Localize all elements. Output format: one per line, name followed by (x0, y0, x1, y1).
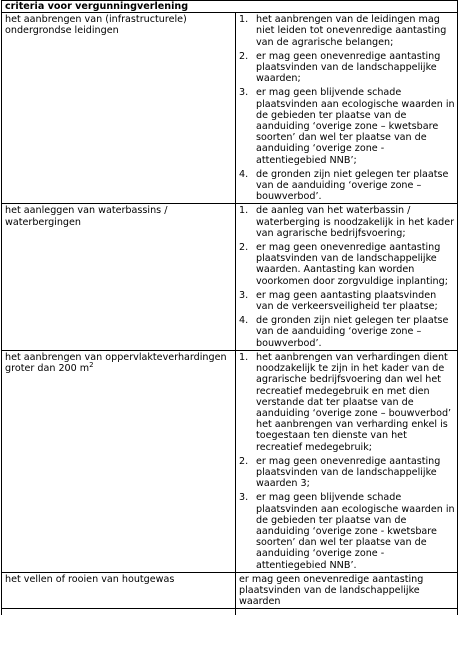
activity-cell (2, 204, 236, 350)
item-number: 1. (239, 14, 249, 26)
empty-cell (236, 609, 458, 616)
item-text: er mag geen blijvende schade plaatsvinden aan ecologische waarden in de gebieden ter plaatse van de aanduiding ‘overige zone - kwetsbare soorten’ dan wel ter plaatse van de aanduiding ‘overige zone - attentiegebied NNB’. (256, 492, 455, 571)
activity-label: het vellen of rooien van houtgewas (5, 573, 175, 585)
item-text: er mag geen blijvende schade plaatsvinden aan ecologische waarden in de gebieden ter plaatse van de aanduiding ‘overige zone – kwetsbare soorten’ dan wel ter plaatse van de aanduiding ‘overige zone - attentiegebied NNB’; (256, 87, 455, 166)
list-item (239, 290, 455, 312)
activity-label: het aanleggen van waterbassins / waterbergingen (5, 205, 168, 228)
table-row (2, 13, 458, 204)
item-text: er mag geen onevenredige aantasting plaatsvinden van de landschappelijke waarden 3; (256, 455, 441, 490)
table-row (2, 350, 458, 572)
empty-cell (2, 609, 236, 616)
criteria-cell (236, 204, 458, 350)
activity-label (5, 352, 233, 374)
item-text: er mag geen onevenredige aantasting plaatsvinden van de landschappelijke waarden. Aantasting kan worden voorkomen door zorgvuldige inplanting; (256, 242, 448, 287)
list-item (239, 242, 455, 287)
item-number: 1. (239, 351, 249, 363)
item-number: 1. (239, 205, 249, 217)
criteria-list (239, 14, 455, 202)
item-number: 2. (239, 50, 249, 62)
list-item (239, 352, 455, 453)
table-row (2, 204, 458, 350)
list-item (239, 492, 455, 570)
criteria-cell (236, 350, 458, 572)
list-item (239, 51, 455, 85)
item-number: 2. (239, 455, 249, 467)
superscript: 2 (89, 360, 94, 369)
item-text: de aanleg van het waterbassin / waterberging is noodzakelijk in het kader van agrarische bedrijfsvoering; (256, 205, 455, 239)
criteria-list (239, 205, 455, 348)
item-text: er mag geen aantasting plaatsvinden van de verkeersveiligheid ter plaatse; (256, 289, 438, 313)
criteria-cell (236, 13, 458, 204)
item-number: 4. (239, 168, 249, 180)
activity-cell (2, 13, 236, 204)
list-item (239, 205, 455, 239)
item-text: er mag geen onevenredige aantasting plaatsvinden van de landschappelijke waarden; (256, 50, 441, 85)
item-number: 3. (239, 87, 249, 99)
item-text: het aanbrengen van verhardingen dient noodzakelijk te zijn in het kader van de agrarische bedrijfsvoering dan wel het recreatief medegebruik en met dien verstande dat ter plaatse van de aanduiding ‘overige zone – bouwverbod’ het aanbrengen van verharding enkel is toegestaan ten dienste van het recreatief medegebruik; (256, 351, 452, 453)
activity-label: het aanbrengen van (infrastructurele) ondergrondse leidingen (5, 14, 187, 37)
criteria-table (1, 0, 458, 615)
list-item (239, 14, 455, 48)
item-number: 3. (239, 492, 249, 504)
list-item (239, 169, 455, 203)
criteria-cell (236, 572, 458, 609)
list-item (239, 87, 455, 165)
item-text: de gronden zijn niet gelegen ter plaatse van de aanduiding ‘overige zone – bouwverbod’. (256, 168, 449, 203)
table-row-partial (2, 609, 458, 616)
item-number: 4. (239, 315, 249, 327)
table-header: criteria voor vergunningverlening (2, 1, 458, 13)
activity-cell (2, 350, 236, 572)
table-header-row (2, 1, 458, 13)
activity-label-text: het aanbrengen van oppervlakteverhardingen groter dan 200 m (5, 351, 227, 375)
criteria-text: er mag geen onevenredige aantasting plaatsvinden van de landschappelijke waarden (239, 573, 424, 608)
criteria-list (239, 352, 455, 571)
item-text: de gronden zijn niet gelegen ter plaatse van de aanduiding ‘overige zone – bouwverbod’. (256, 315, 449, 349)
table-row (2, 572, 458, 609)
item-number: 2. (239, 242, 249, 254)
item-text: het aanbrengen van de leidingen mag niet leiden tot onevenredige aantasting van de agrarische belangen; (256, 14, 447, 48)
list-item (239, 456, 455, 490)
activity-cell (2, 572, 236, 609)
list-item (239, 315, 455, 349)
item-number: 3. (239, 289, 249, 301)
